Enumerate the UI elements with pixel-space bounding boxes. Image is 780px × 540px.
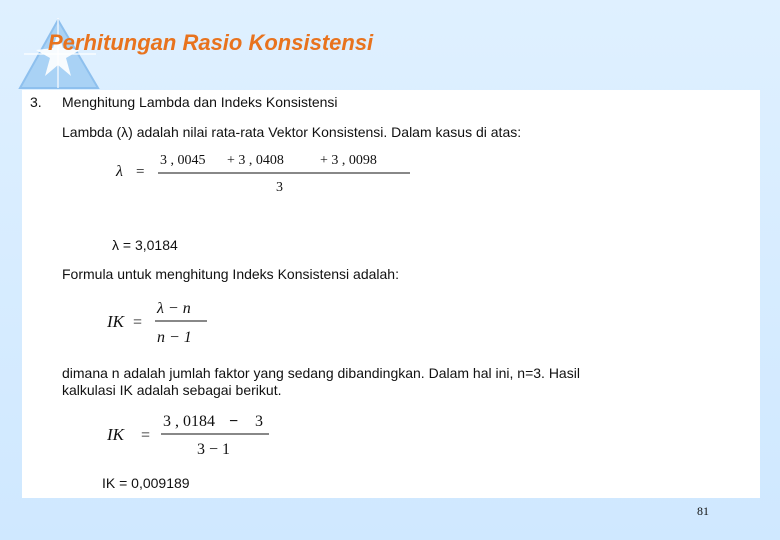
content-panel (22, 90, 760, 498)
equals-sign: = (133, 314, 143, 331)
ik-calc-n: 3 (255, 413, 263, 430)
ik-numerator: λ − n (157, 300, 191, 317)
lambda-denominator: 3 (276, 180, 283, 195)
page-number: 81 (697, 504, 709, 518)
explanation-line-1: dimana n adalah jumlah faktor yang sedang dibandingkan. Dalam hal ini, n=3. Hasil (62, 365, 580, 381)
lambda-term-2: + 3 , 0408 (227, 153, 284, 168)
ik-result: IK = 0,009189 (102, 475, 190, 491)
ik-calculation (107, 410, 277, 460)
ik-calc-denominator: 3 − 1 (197, 441, 231, 458)
section-heading: Menghitung Lambda dan Indeks Konsistensi (62, 94, 338, 110)
lambda-equation (112, 148, 422, 204)
ik-label: IK (107, 312, 124, 331)
ik-label: IK (107, 425, 124, 444)
ik-denominator: n − 1 (157, 329, 192, 346)
equals-sign: = (136, 164, 145, 180)
equals-sign: = (141, 427, 151, 444)
lambda-result: λ = 3,0184 (112, 237, 178, 253)
lambda-term-3: + 3 , 0098 (320, 153, 377, 168)
ik-calc-numerator-value: 3 , 0184 (163, 413, 215, 430)
item-number: 3. (30, 94, 42, 110)
ik-formula (107, 295, 227, 347)
ik-calc-minus: − (229, 413, 239, 430)
explanation-line-2: kalkulasi IK adalah sebagai berikut. (62, 382, 282, 398)
lambda-intro-text: Lambda (λ) adalah nilai rata-rata Vektor Konsistensi. Dalam kasus di atas: (62, 124, 522, 140)
slide-title: Perhitungan Rasio Konsistensi (48, 30, 374, 55)
lambda-symbol: λ (116, 163, 123, 180)
formula-intro-text: Formula untuk menghitung Indeks Konsistensi adalah: (62, 266, 399, 282)
lambda-term-1: 3 , 0045 (160, 153, 206, 168)
